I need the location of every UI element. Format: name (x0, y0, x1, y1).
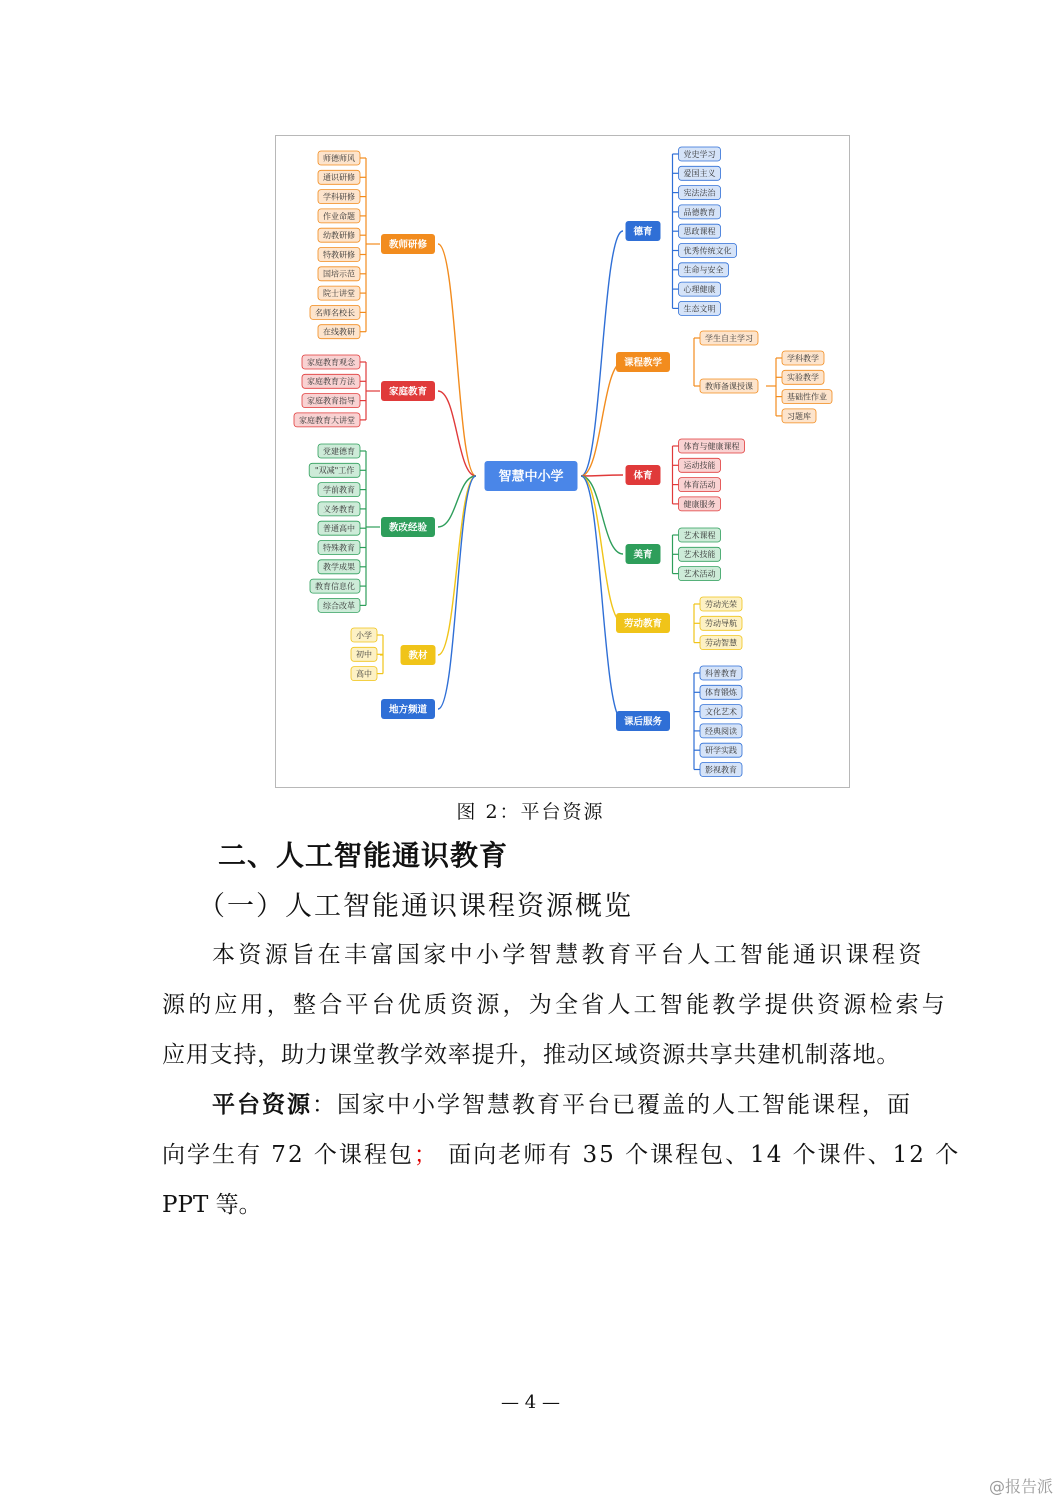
leaf-node-label: 体育活动 (683, 480, 716, 490)
subsection-heading: （一）人工智能通识课程资源概览 (198, 891, 633, 922)
paragraph-text: ：国家中小学智慧教育平台已覆盖的人工智能课程，面 (312, 1092, 912, 1118)
leaf-node-label: 优秀传统文化 (683, 246, 732, 256)
branch-node-label: 教改经验 (388, 522, 428, 534)
leaf-node-label: 研学实践 (705, 746, 737, 756)
leaf-node-label: 艺术课程 (683, 530, 716, 540)
branch-node-label: 课程教学 (623, 357, 663, 369)
leaf-node-label: 教师备课授课 (705, 381, 753, 391)
leaf-node-label: 初中 (356, 650, 372, 660)
leaf-node-label: 习题库 (787, 411, 811, 421)
leaf-node-label: 特殊教育 (323, 543, 355, 553)
leaf-node-label: 劳动智慧 (705, 638, 737, 648)
branch-node-label: 家庭教育 (388, 386, 428, 398)
leaf-node-label: 文化艺术 (705, 707, 737, 717)
leaf-node-label: 宪法法治 (683, 188, 716, 198)
leaf-node-label: 通识研修 (323, 173, 355, 183)
leaf-node-label: 小学 (356, 630, 372, 640)
leaf-node-label: 体育锻炼 (705, 688, 737, 698)
leaf-node-label: 健康服务 (683, 499, 716, 509)
branch-connector (581, 475, 623, 476)
red-semicolon: ； (413, 1142, 439, 1168)
leaf-node-label: 体育与健康课程 (683, 441, 740, 451)
leaf-node-label: 基础性作业 (787, 392, 827, 402)
leaf-node-label: 幼教研修 (323, 231, 355, 241)
leaf-node-label: 运动技能 (683, 461, 716, 471)
leaf-node-label: 家庭教育方法 (307, 377, 355, 387)
branch-node-label: 劳动教育 (623, 618, 663, 630)
leaf-node-label: 艺术活动 (683, 569, 716, 579)
leaf-node-label: 义务教育 (323, 504, 355, 514)
branch-connector (581, 362, 623, 476)
paragraph-line (162, 1130, 961, 1180)
leaf-node-label: 教学成果 (323, 562, 355, 572)
root-node-label: 智慧中小学 (498, 469, 564, 485)
branch-node-label: 美育 (633, 549, 653, 561)
figure-caption: 图 2：平台资源 (456, 801, 605, 823)
leaf-node-label: 心理健康 (683, 284, 716, 294)
leaf-node-label: 家庭教育大讲堂 (299, 415, 355, 425)
paragraph-line: 应用支持，助力课堂教学效率提升，推动区域资源共享共建机制落地。 (162, 1042, 900, 1068)
leaf-node-label: 党史学习 (683, 149, 716, 159)
leaf-node-label: 实验教学 (787, 373, 819, 383)
leaf-node-label: 品德教育 (683, 207, 716, 217)
leaf-node-label: 家庭教育观念 (307, 357, 355, 367)
leaf-node-label: 高中 (356, 669, 372, 679)
branch-node-label: 地方频道 (388, 704, 428, 716)
leaf-node-label: 学科研修 (323, 192, 355, 202)
leaf-node-label: 国培示范 (323, 269, 355, 279)
branch-node-label: 教材 (408, 650, 428, 662)
paragraph-line: 本资源旨在丰富国家中小学智慧教育平台人工智能通识课程资 (212, 942, 925, 968)
leaf-node-label: 影视教育 (705, 765, 737, 775)
branch-node-label: 教师研修 (388, 239, 428, 251)
branch-node-label: 体育 (633, 470, 653, 482)
branch-connector (438, 391, 476, 476)
page-number: — 4 — (501, 1392, 560, 1413)
leaf-node-label: 生命与安全 (683, 265, 724, 275)
mindmap-diagram (276, 136, 851, 789)
branch-node-label: 课后服务 (623, 716, 663, 728)
paragraph-line: PPT 等。 (162, 1192, 262, 1218)
leaf-node-label: 名师名校长 (315, 308, 355, 318)
branch-connector (581, 476, 623, 554)
paragraph-text: 向学生有 72 个课程包 (162, 1142, 414, 1168)
branch-node-label: 德育 (633, 226, 653, 238)
leaf-node-label: 艺术技能 (683, 550, 716, 560)
branch-connector (438, 476, 476, 709)
leaf-node-label: 爱国主义 (683, 169, 716, 179)
paragraph-line (162, 1080, 912, 1130)
leaf-node-label: 师德师风 (323, 153, 355, 163)
leaf-node-label: 普通高中 (323, 524, 355, 534)
leaf-node-label: 家庭教育指导 (307, 396, 355, 406)
leaf-node-label: 综合改革 (323, 601, 355, 611)
section-heading: 二、人工智能通识教育 (218, 839, 509, 872)
paragraph-text: 面向老师有 35 个课程包、14 个课件、12 个 (438, 1142, 961, 1168)
leaf-node-label: 院士讲堂 (323, 288, 355, 298)
watermark: @报告派 (988, 1477, 1053, 1496)
paragraph-line: 源的应用，整合平台优质资源，为全省人工智能教学提供资源检索与 (162, 992, 948, 1018)
leaf-node-label: 劳动导航 (705, 619, 737, 629)
term-label: 平台资源 (212, 1092, 312, 1118)
mindmap-figure (275, 135, 850, 788)
leaf-node-label: 党建德育 (323, 446, 355, 456)
leaf-node-label: 学科教学 (787, 353, 819, 363)
leaf-node-label: "双减"工作 (314, 466, 355, 476)
branch-connector (438, 244, 476, 476)
leaf-node-label: 劳动光荣 (705, 599, 737, 609)
leaf-node-label: 经典阅读 (705, 726, 737, 736)
leaf-node-label: 学生自主学习 (705, 333, 753, 343)
leaf-node-label: 在线教研 (323, 327, 355, 337)
leaf-node-label: 作业命题 (323, 211, 355, 221)
leaf-node-label: 教育信息化 (315, 581, 355, 591)
leaf-node-label: 生态文明 (683, 304, 716, 314)
leaf-node-label: 思政课程 (683, 227, 716, 237)
leaf-node-label: 特教研修 (323, 250, 355, 260)
leaf-node-label: 学前教育 (323, 485, 355, 495)
leaf-node-label: 科普教育 (705, 668, 737, 678)
